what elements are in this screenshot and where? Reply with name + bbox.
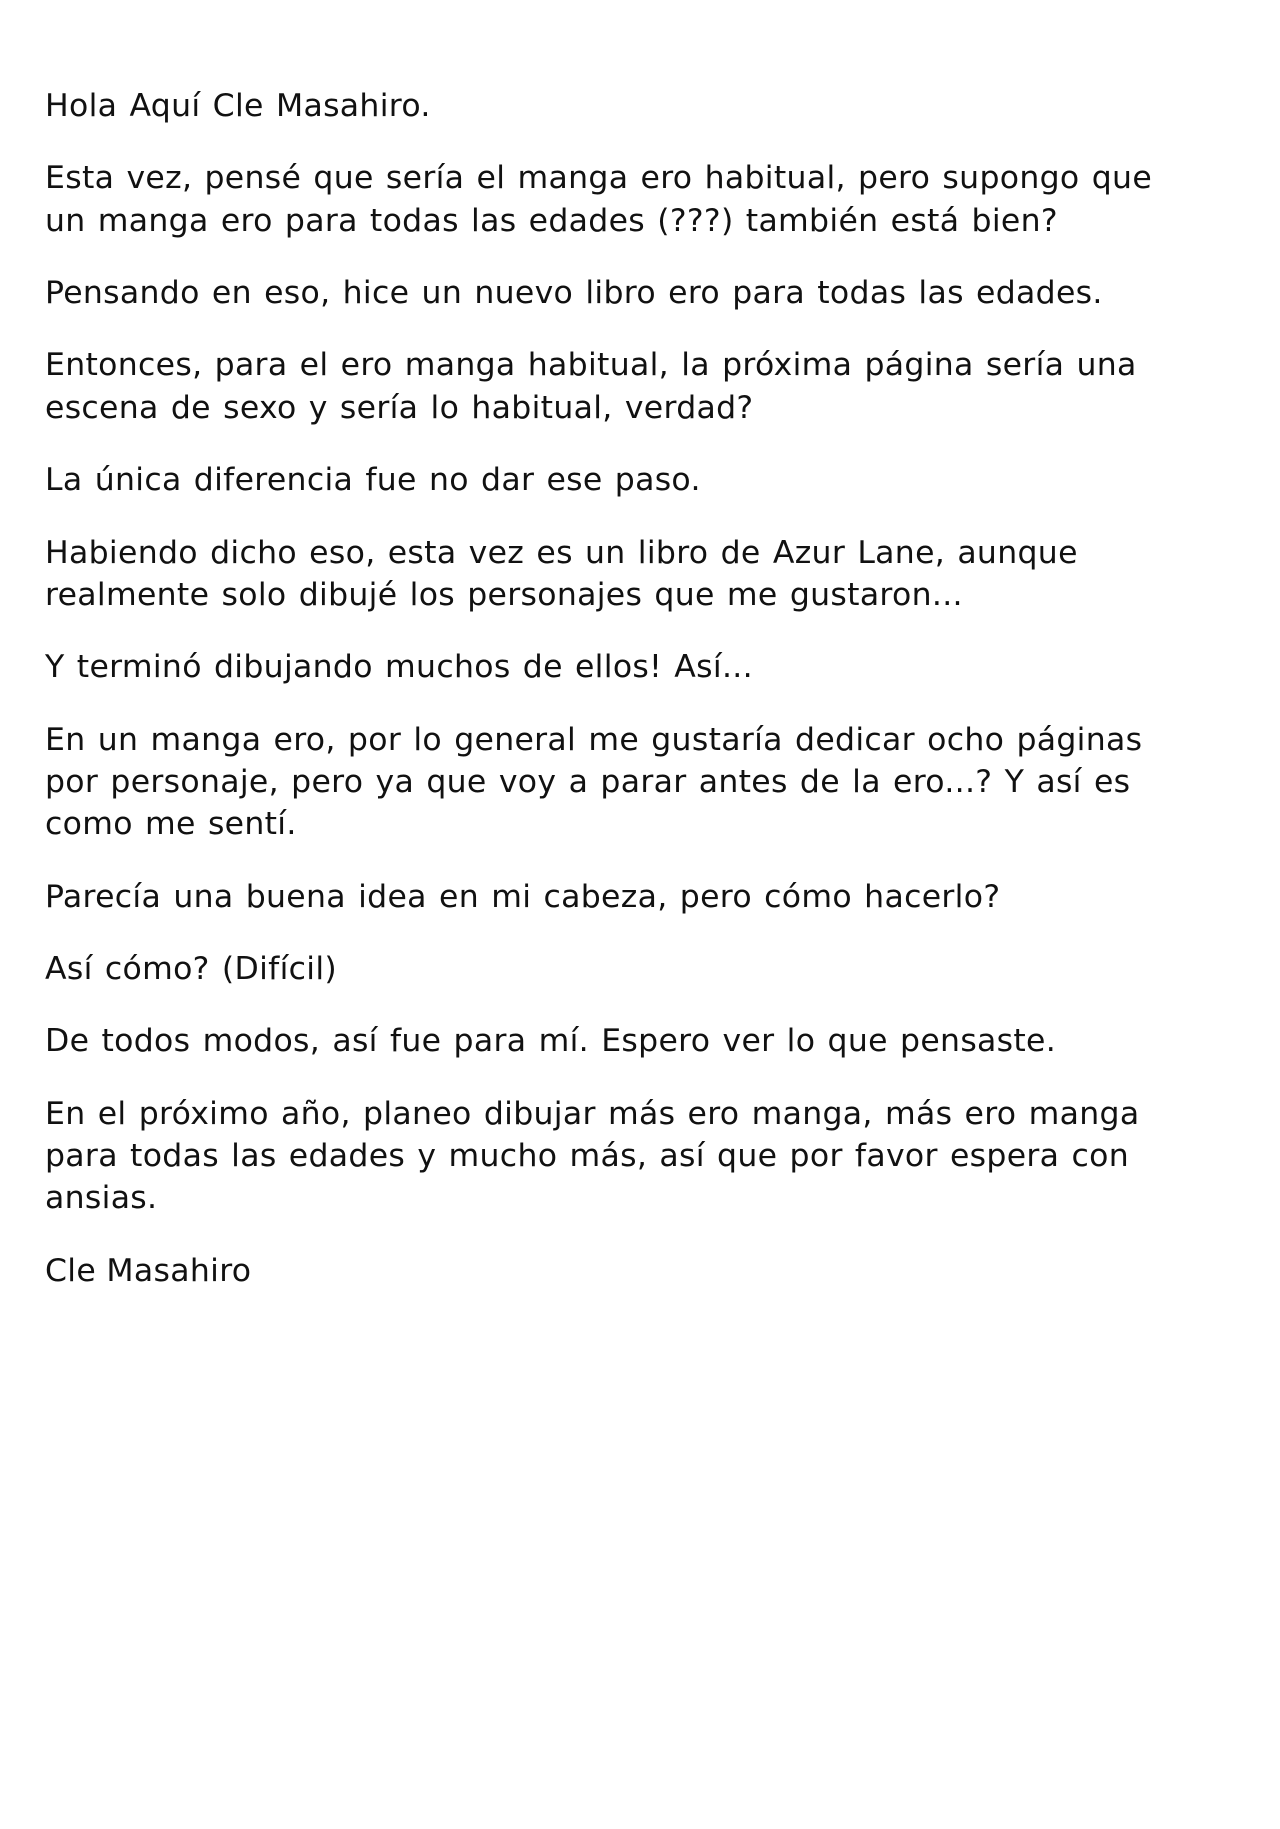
- paragraph-3: Entonces, para el ero manga habitual, la próxima página sería una escena de sexo y sería lo habitual, verdad?: [45, 347, 1137, 426]
- afterword-text-block: [45, 85, 1170, 1292]
- paragraph-greeting: Hola Aquí Cle Masahiro.: [45, 88, 431, 124]
- paragraph-11: En el próximo año, planeo dibujar más ero manga, más ero manga para todas las edades y mucho más, así que por favor espera con ansias.: [45, 1095, 1140, 1217]
- paragraph-9: Así cómo? (Difícil): [45, 951, 338, 988]
- paragraph-5: Habiendo dicho eso, esta vez es un libro de Azur Lane, aunque realmente solo dibujé los personajes que me gustaron...: [45, 534, 1078, 613]
- paragraph-2: Pensando en eso, hice un nuevo libro ero para todas las edades.: [45, 275, 1103, 312]
- paragraph-7: En un manga ero, por lo general me gustaría dedicar ocho páginas por personaje, pero ya que voy a parar antes de la ero...? Y así es como me sentí.: [45, 721, 1143, 843]
- paragraph-10: De todos modos, así fue para mí. Espero ver lo que pensaste.: [45, 1023, 1057, 1060]
- paragraph-4: La única diferencia fue no dar ese paso.: [45, 462, 701, 499]
- paragraph-6: Y terminó dibujando muchos de ellos! Así...: [45, 649, 753, 686]
- paragraph-1: Esta vez, pensé que sería el manga ero habitual, pero supongo que un manga ero para todas las edades (???) también está bien?: [45, 160, 1153, 239]
- author-signature: Cle Masahiro: [45, 1252, 252, 1289]
- paragraph-8: Parecía una buena idea en mi cabeza, pero cómo hacerlo?: [45, 878, 1001, 915]
